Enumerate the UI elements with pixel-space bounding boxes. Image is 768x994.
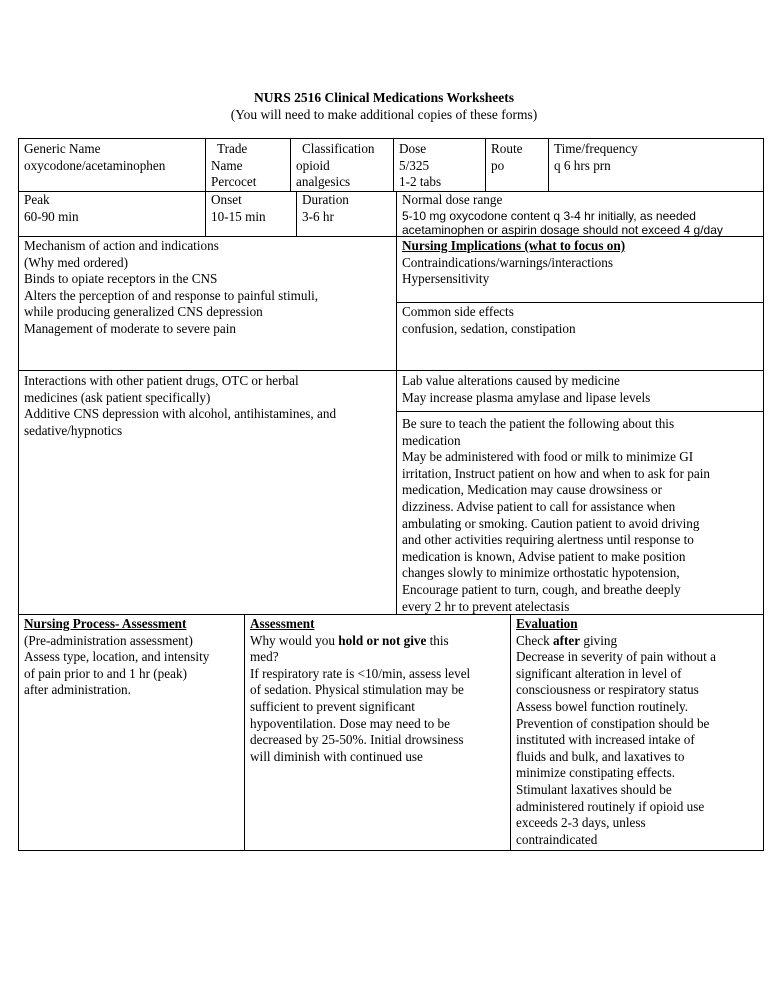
lab-values-value: May increase plasma amylase and lipase levels bbox=[402, 389, 651, 405]
trade-name-label-2: Name bbox=[211, 157, 243, 173]
teaching-line: every 2 hr to prevent atelectasis bbox=[402, 598, 570, 614]
mechanism-line: Alters the perception of and response to painful stimuli, bbox=[24, 287, 319, 303]
teaching-line: irritation, Instruct patient on how and when to ask for pain bbox=[402, 465, 711, 481]
generic-name-cell bbox=[18, 141, 205, 174]
side-effects-label: Common side effects bbox=[402, 304, 514, 319]
process-assessment-line: of pain prior to and 1 hr (peak) bbox=[24, 665, 187, 681]
interactions-heading: Interactions with other patient drugs, OTC or herbal bbox=[24, 373, 299, 388]
generic-name-value: oxycodone/acetaminophen bbox=[24, 157, 166, 173]
normal-dose-line-1: 5-10 mg oxycodone content q 3-4 hr initially, as needed bbox=[402, 208, 696, 223]
dose-value: 5/325 bbox=[399, 157, 430, 173]
classification-value-2: analgesics bbox=[296, 174, 351, 190]
nursing-implications-cell bbox=[396, 238, 764, 288]
time-frequency-cell bbox=[548, 141, 764, 174]
teaching-cell bbox=[396, 416, 764, 614]
evaluation-line: administered routinely if opioid use bbox=[516, 798, 705, 814]
normal-dose-label: Normal dose range bbox=[402, 192, 503, 207]
assessment-line: decreased by 25-50%. Initial drowsiness bbox=[250, 732, 464, 748]
peak-value: 60-90 min bbox=[24, 208, 79, 224]
teaching-heading: Be sure to teach the patient the following about this bbox=[402, 416, 675, 431]
evaluation-line: fluids and bulk, and laxatives to bbox=[516, 748, 685, 764]
teaching-line: medication is known, Advise patient to make position bbox=[402, 548, 686, 564]
divider bbox=[396, 411, 764, 412]
process-assessment-subheading: (Pre-administration assessment) bbox=[24, 632, 193, 648]
teaching-line: May be administered with food or milk to minimize GI bbox=[402, 449, 694, 465]
divider bbox=[18, 614, 764, 615]
dose-label: Dose bbox=[399, 141, 427, 156]
classification-label: Classification bbox=[302, 141, 375, 156]
lab-values-label: Lab value alterations caused by medicine bbox=[402, 373, 620, 388]
evaluation-line: contraindicated bbox=[516, 831, 598, 847]
evaluation-line: significant alteration in level of bbox=[516, 665, 682, 681]
route-label: Route bbox=[491, 141, 523, 156]
time-frequency-value: q 6 hrs prn bbox=[554, 157, 611, 173]
mechanism-line: while producing generalized CNS depression bbox=[24, 304, 263, 320]
nursing-implications-heading: Nursing Implications (what to focus on) bbox=[402, 238, 626, 253]
route-value: po bbox=[491, 157, 505, 173]
route-cell bbox=[485, 141, 548, 174]
divider bbox=[18, 370, 764, 371]
duration-value: 3-6 hr bbox=[302, 208, 334, 224]
divider bbox=[396, 302, 764, 303]
teaching-line: ambulating or smoking. Caution patient to avoid driving bbox=[402, 515, 700, 531]
evaluation-line: consciousness or respiratory status bbox=[516, 682, 699, 698]
check-after-giving: Check after giving bbox=[516, 632, 618, 648]
evaluation-line: Stimulant laxatives should be bbox=[516, 781, 672, 797]
hold-question: Why would you hold or not give this bbox=[250, 632, 449, 648]
normal-dose-line-2: acetaminophen or aspirin dosage should not exceed 4 g/day bbox=[402, 222, 723, 236]
mechanism-line: Binds to opiate receptors in the CNS bbox=[24, 271, 218, 287]
dose-value-2: 1-2 tabs bbox=[399, 174, 442, 190]
side-effects-value: confusion, sedation, constipation bbox=[402, 320, 576, 336]
trade-name-label: Trade bbox=[217, 141, 248, 156]
assessment-line: of sedation. Physical stimulation may be bbox=[250, 682, 464, 698]
mechanism-line: Management of moderate to severe pain bbox=[24, 320, 237, 336]
peak-cell bbox=[18, 192, 205, 225]
evaluation-line: instituted with increased intake of bbox=[516, 732, 695, 748]
assessment-line: hypoventilation. Dose may need to be bbox=[250, 715, 450, 731]
duration-cell bbox=[296, 192, 396, 225]
evaluation-line: Decrease in severity of pain without a bbox=[516, 649, 716, 665]
teaching-line: changes slowly to minimize orthostatic hypotension, bbox=[402, 565, 680, 581]
process-assessment-line: after administration. bbox=[24, 682, 131, 698]
divider bbox=[18, 236, 764, 237]
normal-dose-cell bbox=[396, 192, 764, 236]
teaching-line: Encourage patient to turn, cough, and breathe deeply bbox=[402, 581, 681, 597]
evaluation-line: Prevention of constipation should be bbox=[516, 715, 710, 731]
classification-cell bbox=[290, 141, 393, 191]
assessment-line: med? bbox=[250, 649, 279, 665]
trade-name-cell bbox=[205, 141, 290, 191]
trade-name-value: Percocet bbox=[211, 174, 257, 190]
classification-value: opioid bbox=[296, 157, 330, 173]
process-assessment-heading: Nursing Process- Assessment bbox=[24, 616, 187, 631]
evaluation-cell bbox=[510, 616, 764, 848]
process-assessment-line: Assess type, location, and intensity bbox=[24, 649, 210, 665]
teaching-line: and other activities requiring alertness until response to bbox=[402, 532, 694, 548]
contraindications-label: Contraindications/warnings/interactions bbox=[402, 254, 613, 270]
evaluation-line: minimize constipating effects. bbox=[516, 765, 676, 781]
assessment-line: If respiratory rate is <10/min, assess level bbox=[250, 665, 471, 681]
side-effects-cell bbox=[396, 304, 764, 337]
assessment-cell bbox=[244, 616, 510, 765]
dose-cell bbox=[393, 141, 485, 191]
onset-value: 10-15 min bbox=[211, 208, 266, 224]
generic-name-label: Generic Name bbox=[24, 141, 101, 156]
contraindications-value: Hypersensitivity bbox=[402, 271, 490, 287]
evaluation-line: Assess bowel function routinely. bbox=[516, 698, 689, 714]
interactions-cell bbox=[18, 373, 396, 439]
peak-label: Peak bbox=[24, 192, 50, 207]
mechanism-subheading: (Why med ordered) bbox=[24, 254, 128, 270]
interactions-line: Additive CNS depression with alcohol, antihistamines, and bbox=[24, 406, 337, 422]
evaluation-line: exceeds 2-3 days, unless bbox=[516, 815, 646, 831]
lab-values-cell bbox=[396, 373, 764, 406]
teaching-line: medication, Medication may cause drowsiness or bbox=[402, 482, 663, 498]
time-frequency-label: Time/frequency bbox=[554, 141, 638, 156]
assessment-line: sufficient to prevent significant bbox=[250, 698, 415, 714]
onset-label: Onset bbox=[211, 192, 242, 207]
assessment-heading: Assessment bbox=[250, 616, 315, 631]
mechanism-cell bbox=[18, 238, 396, 338]
interactions-line: sedative/hypnotics bbox=[24, 422, 123, 438]
interactions-subheading: medicines (ask patient specifically) bbox=[24, 389, 211, 405]
duration-label: Duration bbox=[302, 192, 349, 207]
mechanism-heading: Mechanism of action and indications bbox=[24, 238, 219, 253]
process-assessment-cell bbox=[18, 616, 244, 699]
assessment-line: will diminish with continued use bbox=[250, 748, 423, 764]
teaching-heading-2: medication bbox=[402, 432, 461, 448]
evaluation-heading: Evaluation bbox=[516, 616, 578, 631]
page-subtitle: (You will need to make additional copies of these forms) bbox=[230, 107, 538, 122]
page-title: NURS 2516 Clinical Medications Worksheets bbox=[253, 90, 514, 105]
teaching-line: dizziness. Advise patient to call for assistance when bbox=[402, 498, 676, 514]
onset-cell bbox=[205, 192, 296, 225]
